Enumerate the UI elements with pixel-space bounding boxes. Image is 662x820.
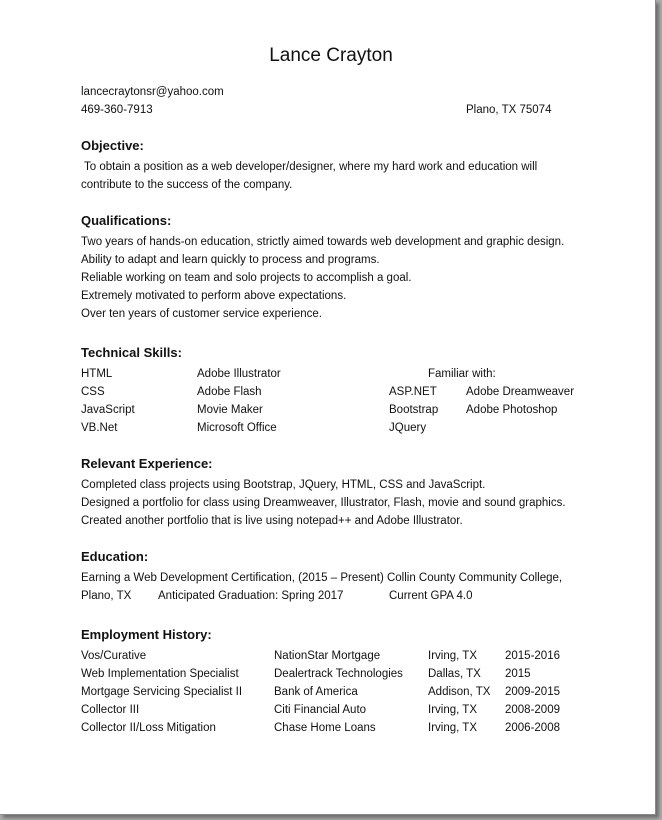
job-company: NationStar Mortgage: [274, 650, 381, 662]
skill-item: Microsoft Office: [197, 422, 277, 434]
skill-item: JQuery: [389, 422, 427, 434]
objective-line: To obtain a position as a web developer/designer, where my hard work and education will: [81, 161, 538, 173]
job-title: Collector II/Loss Mitigation: [81, 722, 216, 734]
contact-email: lancecraytonsr@yahoo.com: [81, 86, 224, 98]
contact-location: Plano, TX 75074: [466, 104, 552, 116]
skill-item: HTML: [81, 368, 113, 380]
skill-item: Adobe Illustrator: [197, 368, 281, 380]
job-company: Citi Financial Auto: [274, 704, 367, 716]
job-location: Irving, TX: [428, 722, 477, 734]
contact-phone: 469-360-7913: [81, 104, 153, 116]
job-location: Irving, TX: [428, 704, 477, 716]
experience-list: [81, 476, 566, 530]
skill-item: Adobe Dreamweaver: [466, 386, 575, 398]
qualification-item: Reliable working on team and solo projects to accomplish a goal.: [81, 272, 412, 284]
skill-item: ASP.NET: [389, 386, 437, 398]
education-city: Plano, TX: [81, 590, 132, 602]
qualification-item: Two years of hands-on education, strictly aimed towards web development and graphic design.: [81, 236, 565, 248]
job-location: Addison, TX: [428, 686, 491, 698]
skill-item: VB.Net: [81, 422, 118, 434]
education-graduation: Anticipated Graduation: Spring 2017: [158, 590, 344, 602]
experience-item: Designed a portfolio for class using Dreamweaver, Illustrator, Flash, movie and sound graphics.: [81, 497, 566, 509]
education-line: Earning a Web Development Certification, (2015 – Present) Collin County Community College,: [81, 572, 563, 584]
objective-heading: Objective:: [81, 138, 144, 153]
job-years: 2008-2009: [505, 704, 560, 716]
job-title: Collector III: [81, 704, 140, 716]
skill-item: Bootstrap: [389, 404, 439, 416]
education-heading: Education:: [81, 549, 149, 564]
job-company: Dealertrack Technologies: [274, 668, 403, 680]
skill-item: Adobe Flash: [197, 386, 262, 398]
job-location: Irving, TX: [428, 650, 477, 662]
skill-item: Movie Maker: [197, 404, 263, 416]
job-title: Vos/Curative: [81, 650, 147, 662]
job-company: Chase Home Loans: [274, 722, 376, 734]
qualification-item: Over ten years of customer service experience.: [81, 308, 322, 320]
experience-item: Completed class projects using Bootstrap, JQuery, HTML, CSS and JavaScript.: [81, 479, 486, 491]
job-title: Mortgage Servicing Specialist II: [81, 686, 243, 698]
objective-text: [81, 158, 537, 194]
job-years: 2015: [505, 668, 531, 680]
qualification-item: Ability to adapt and learn quickly to process and programs.: [81, 254, 380, 266]
education-gpa: Current GPA 4.0: [389, 590, 473, 602]
qualifications-heading: Qualifications:: [81, 213, 172, 228]
skills-heading: Technical Skills:: [81, 345, 182, 360]
job-years: 2015-2016: [505, 650, 560, 662]
skill-item: Adobe Photoshop: [466, 404, 558, 416]
job-years: 2006-2008: [505, 722, 560, 734]
experience-item: Created another portfolio that is live using notepad++ and Adobe Illustrator.: [81, 515, 463, 527]
job-years: 2009-2015: [505, 686, 560, 698]
skill-item: JavaScript: [81, 404, 135, 416]
experience-heading: Relevant Experience:: [81, 456, 213, 471]
qualification-item: Extremely motivated to perform above expectations.: [81, 290, 347, 302]
employment-heading: Employment History:: [81, 627, 212, 642]
job-title: Web Implementation Specialist: [81, 668, 239, 680]
skills-familiar-label: Familiar with:: [428, 368, 496, 380]
qualifications-list: [81, 233, 564, 323]
objective-line: contribute to the success of the company.: [81, 179, 293, 191]
job-location: Dallas, TX: [428, 668, 481, 680]
job-company: Bank of America: [274, 686, 358, 698]
resume-name: Lance Crayton: [269, 45, 393, 66]
skill-item: CSS: [81, 386, 105, 398]
